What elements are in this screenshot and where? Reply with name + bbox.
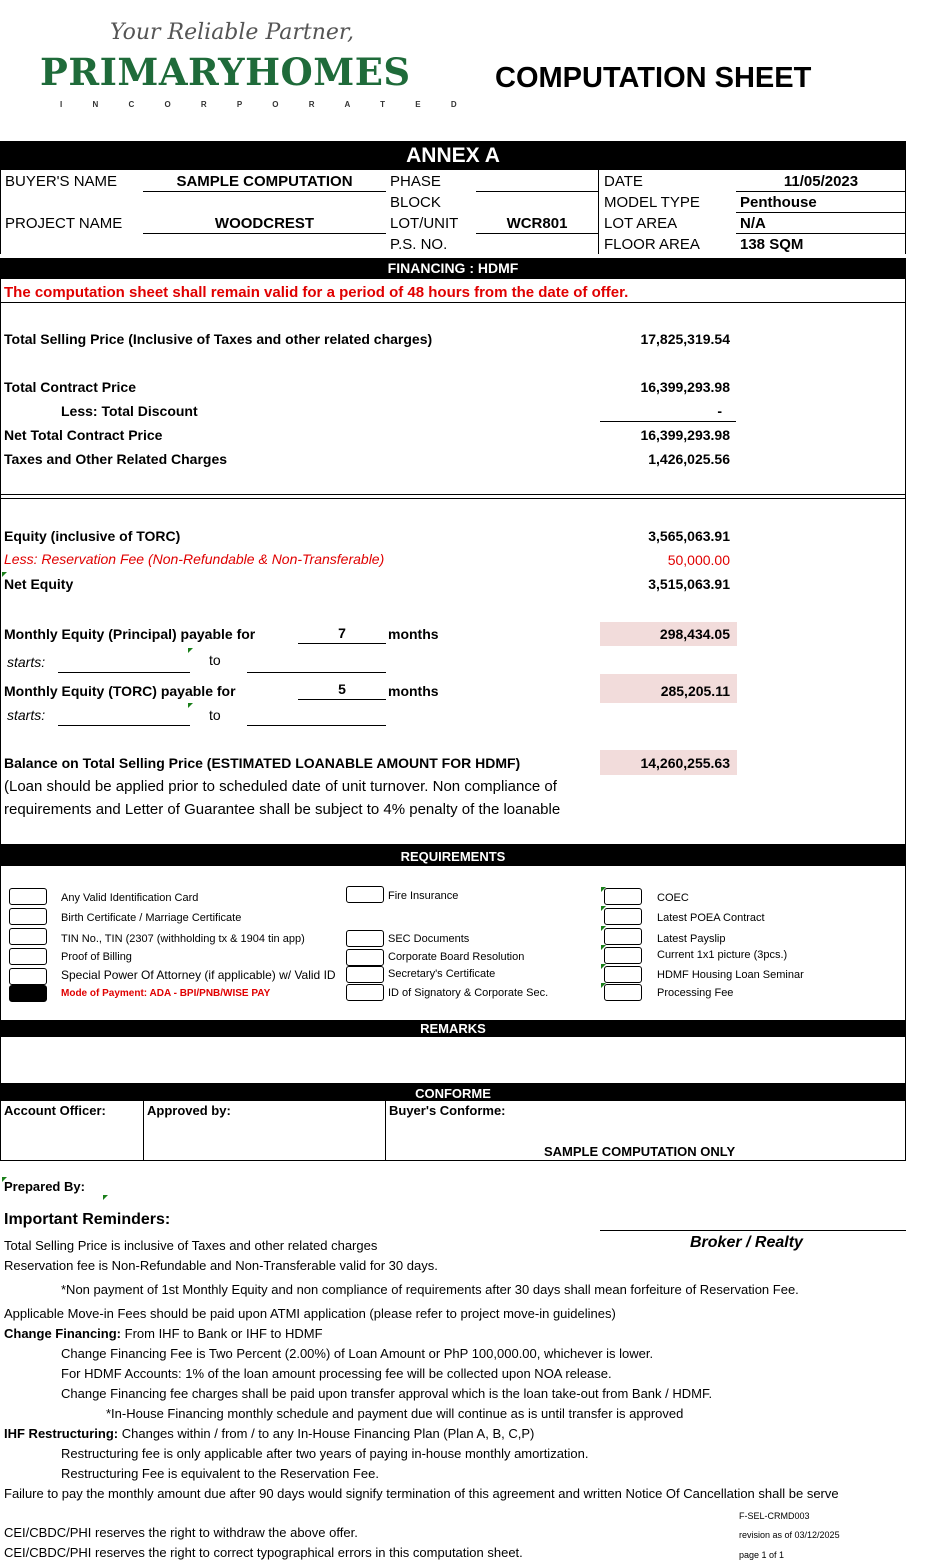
req-checkbox-tin[interactable] (9, 928, 47, 945)
reminder-7: For HDMF Accounts: 1% of the loan amount processing fee will be collected upon NOA release. (61, 1366, 612, 1381)
ps-no-label: P.S. NO. (390, 236, 448, 253)
req-birth-cert: Birth Certificate / Marriage Certificate (61, 912, 242, 924)
req-checkbox-fire-insurance[interactable] (346, 886, 384, 903)
buyers-conforme-label: Buyer's Conforme: (389, 1103, 506, 1118)
monthly-torc-value: 285,205.11 (660, 683, 730, 699)
reminder-9: *In-House Financing monthly schedule and payment due will continue as is until transfer is approved (106, 1406, 684, 1421)
req-checkbox-sec-docs[interactable] (346, 930, 384, 947)
balance-value: 14,260,255.63 (640, 755, 730, 771)
req-coec: COEC (657, 892, 689, 904)
reminder-15: CEI/CBDC/PHI reserves the right to correct typographical errors in this computation sheet. (4, 1545, 523, 1560)
req-picture: Current 1x1 picture (3pcs.) (657, 949, 788, 961)
total-selling-price-label: Total Selling Price (Inclusive of Taxes and other related charges) (4, 331, 433, 347)
reminder-14: CEI/CBDC/PHI reserves the right to withdraw the above offer. (4, 1525, 358, 1540)
annex-header: ANNEX A (0, 141, 906, 170)
torc-end-field[interactable] (247, 725, 386, 726)
principal-start-field[interactable] (58, 672, 190, 673)
logo-name: PRIMARYHOMES (40, 50, 411, 94)
net-equity-label: Net Equity (4, 576, 74, 592)
req-checkbox-seminar[interactable] (604, 966, 642, 983)
reminder-4: Applicable Move-in Fees should be paid upon ATMI application (please refer to project move-in guidelines) (4, 1306, 616, 1321)
financing-header: FINANCING : HDMF (0, 258, 906, 279)
req-processing-fee: Processing Fee (657, 987, 734, 999)
date-value: 11/05/2023 (783, 173, 859, 190)
floor-area-value: 138 SQM (740, 236, 804, 253)
total-discount-label: Less: Total Discount (61, 403, 198, 419)
model-type-value: Penthouse (740, 194, 817, 211)
req-spa: Special Power Of Attorney (if applicable) w/ Valid ID (61, 968, 336, 982)
reminder-1: Total Selling Price is inclusive of Taxes and other related charges (4, 1238, 378, 1253)
reminder-11: Restructuring fee is only applicable after two years of paying in-house monthly amortization. (61, 1446, 589, 1461)
req-checkbox-processing-fee[interactable] (604, 984, 642, 1001)
prepared-by-label: Prepared By: (4, 1179, 85, 1194)
req-checkbox-spa[interactable] (9, 968, 47, 985)
reminder-6: Change Financing Fee is Two Percent (2.00%) of Loan Amount or PhP 100,000.00, whichever is lower. (61, 1346, 654, 1361)
conforme-header: CONFORME (0, 1084, 906, 1101)
req-fire-insurance: Fire Insurance (388, 890, 459, 902)
phase-label: PHASE (390, 173, 441, 190)
ihf-restructuring-label: IHF Restructuring: (4, 1426, 119, 1441)
net-total-contract-price-label: Net Total Contract Price (4, 427, 163, 443)
logo-subtitle: I N C O R P O R A T E D (60, 100, 471, 109)
req-checkbox-birth-cert[interactable] (9, 908, 47, 925)
balance-label: Balance on Total Selling Price (ESTIMATED LOANABLE AMOUNT FOR HDMF) (4, 755, 521, 771)
block-label: BLOCK (390, 194, 441, 211)
reminder-3: *Non payment of 1st Monthly Equity and non compliance of requirements after 30 days shall mean forfeiture of Reservation Fee. (61, 1282, 799, 1297)
lot-unit-label: LOT/UNIT (390, 215, 459, 232)
monthly-torc-months: 5 (338, 681, 346, 697)
total-selling-price-value: 17,825,319.54 (640, 331, 730, 347)
reservation-fee-value: 50,000.00 (667, 552, 730, 568)
validity-notice: The computation sheet shall remain valid for a period of 48 hours from the date of offer. (4, 284, 629, 301)
requirements-header: REQUIREMENTS (0, 844, 906, 866)
reminder-8: Change Financing fee charges shall be paid upon transfer approval which is the loan take-out from Bank / HDMF. (61, 1386, 713, 1401)
req-checkbox-mode-payment[interactable] (9, 985, 47, 1002)
principal-starts-label: starts: (7, 654, 46, 670)
monthly-principal-label: Monthly Equity (Principal) payable for (4, 626, 256, 642)
req-checkbox-board-resolution[interactable] (346, 949, 384, 966)
model-type-label: MODEL TYPE (604, 194, 700, 211)
loan-note-line1: (Loan should be applied prior to scheduled date of unit turnover. Non compliance of (4, 778, 557, 795)
equity-label: Equity (inclusive of TORC) (4, 528, 181, 544)
reservation-fee-label: Less: Reservation Fee (Non-Refundable & Non-Transferable) (4, 551, 385, 567)
account-officer-label: Account Officer: (4, 1103, 106, 1118)
req-payslip: Latest Payslip (657, 933, 726, 945)
buyer-name-label: BUYER'S NAME (5, 173, 118, 190)
torc-starts-label: starts: (7, 707, 46, 723)
req-proof-billing: Proof of Billing (61, 951, 132, 963)
req-checkbox-coec[interactable] (604, 888, 642, 905)
monthly-principal-value: 298,434.05 (659, 626, 730, 642)
broker-label: Broker / Realty (690, 1234, 803, 1251)
logo-tagline: Your Reliable Partner, (110, 20, 355, 45)
taxes-charges-label: Taxes and Other Related Charges (4, 451, 228, 467)
loan-note-line2: requirements and Letter of Guarantee shall be subject to 4% penalty of the loanable (4, 801, 561, 818)
reminder-5 (4, 1326, 323, 1341)
lot-unit-value: WCR801 (506, 215, 568, 232)
remarks-field[interactable] (0, 1037, 906, 1084)
project-name-label: PROJECT NAME (5, 215, 123, 232)
taxes-charges-value: 1,426,025.56 (648, 451, 730, 467)
reminder-2: Reservation fee is Non-Refundable and Non-Transferable valid for 30 days. (4, 1258, 438, 1273)
net-equity-value: 3,515,063.91 (648, 576, 730, 592)
lot-area-label: LOT AREA (604, 215, 678, 232)
buyer-name-value: SAMPLE COMPUTATION (176, 173, 353, 190)
lot-area-value: N/A (740, 215, 766, 232)
conforme-table (0, 1101, 906, 1161)
req-tin: TIN No., TIN (2307 (withholding tx & 1904 tin app) (61, 933, 305, 945)
ihf-restructuring-text: Changes within / from / to any In-House Financing Plan (Plan A, B, C,P) (121, 1426, 535, 1441)
info-section (0, 170, 906, 254)
change-financing-label: Change Financing: (4, 1326, 121, 1341)
monthly-torc-label: Monthly Equity (TORC) payable for (4, 683, 236, 699)
revision-date: revision as of 03/12/2025 (739, 1530, 840, 1540)
req-checkbox-poea[interactable] (604, 908, 642, 925)
req-secretary-cert: Secretary's Certificate (388, 968, 496, 980)
project-name-value: WOODCREST (214, 215, 315, 232)
total-contract-price-value: 16,399,293.98 (640, 379, 730, 395)
approved-by-label: Approved by: (147, 1103, 231, 1118)
equity-value: 3,565,063.91 (648, 528, 730, 544)
total-discount-value: - (717, 403, 722, 419)
form-code: F-SEL-CRMD003 (739, 1511, 810, 1521)
req-checkbox-signatory-id[interactable] (346, 984, 384, 1001)
req-checkbox-secretary-cert[interactable] (346, 966, 384, 983)
principal-end-field[interactable] (247, 672, 386, 673)
req-checkbox-picture[interactable] (604, 947, 642, 964)
reminder-13: Failure to pay the monthly amount due after 90 days would signify termination of this agreement and written Notice Of Cancellation shall be serve (4, 1486, 839, 1501)
monthly-principal-months: 7 (338, 625, 346, 641)
req-signatory-id: ID of Signatory & Corporate Sec. (388, 987, 549, 999)
total-contract-price-label: Total Contract Price (4, 379, 136, 395)
req-seminar: HDMF Housing Loan Seminar (657, 969, 804, 981)
floor-area-label: FLOOR AREA (604, 236, 700, 253)
req-board-resolution: Corporate Board Resolution (388, 951, 525, 963)
torc-to-label: to (209, 707, 221, 723)
monthly-principal-months-word: months (388, 626, 439, 642)
req-valid-id: Any Valid Identification Card (61, 892, 199, 904)
sample-only-label: SAMPLE COMPUTATION ONLY (544, 1144, 736, 1159)
net-total-contract-price-value: 16,399,293.98 (640, 427, 730, 443)
company-logo (40, 18, 471, 114)
req-poea: Latest POEA Contract (657, 912, 765, 924)
req-checkbox-proof-billing[interactable] (9, 948, 47, 965)
torc-start-field[interactable] (58, 725, 190, 726)
req-checkbox-payslip[interactable] (604, 928, 642, 945)
reminder-12: Restructuring Fee is equivalent to the Reservation Fee. (61, 1466, 379, 1481)
req-mode-payment: Mode of Payment: ADA - BPI/PNB/WISE PAY (61, 988, 271, 999)
remarks-header: REMARKS (0, 1020, 906, 1037)
page-number: page 1 of 1 (739, 1550, 785, 1560)
principal-to-label: to (209, 652, 221, 668)
page-title: COMPUTATION SHEET (495, 62, 812, 94)
req-checkbox-valid-id[interactable] (9, 888, 47, 905)
change-financing-text: From IHF to Bank or IHF to HDMF (124, 1326, 323, 1341)
monthly-torc-months-word: months (388, 683, 439, 699)
reminder-10 (4, 1426, 534, 1441)
req-sec-docs: SEC Documents (388, 933, 470, 945)
reminders-title: Important Reminders: (4, 1211, 171, 1228)
date-label: DATE (604, 173, 643, 190)
